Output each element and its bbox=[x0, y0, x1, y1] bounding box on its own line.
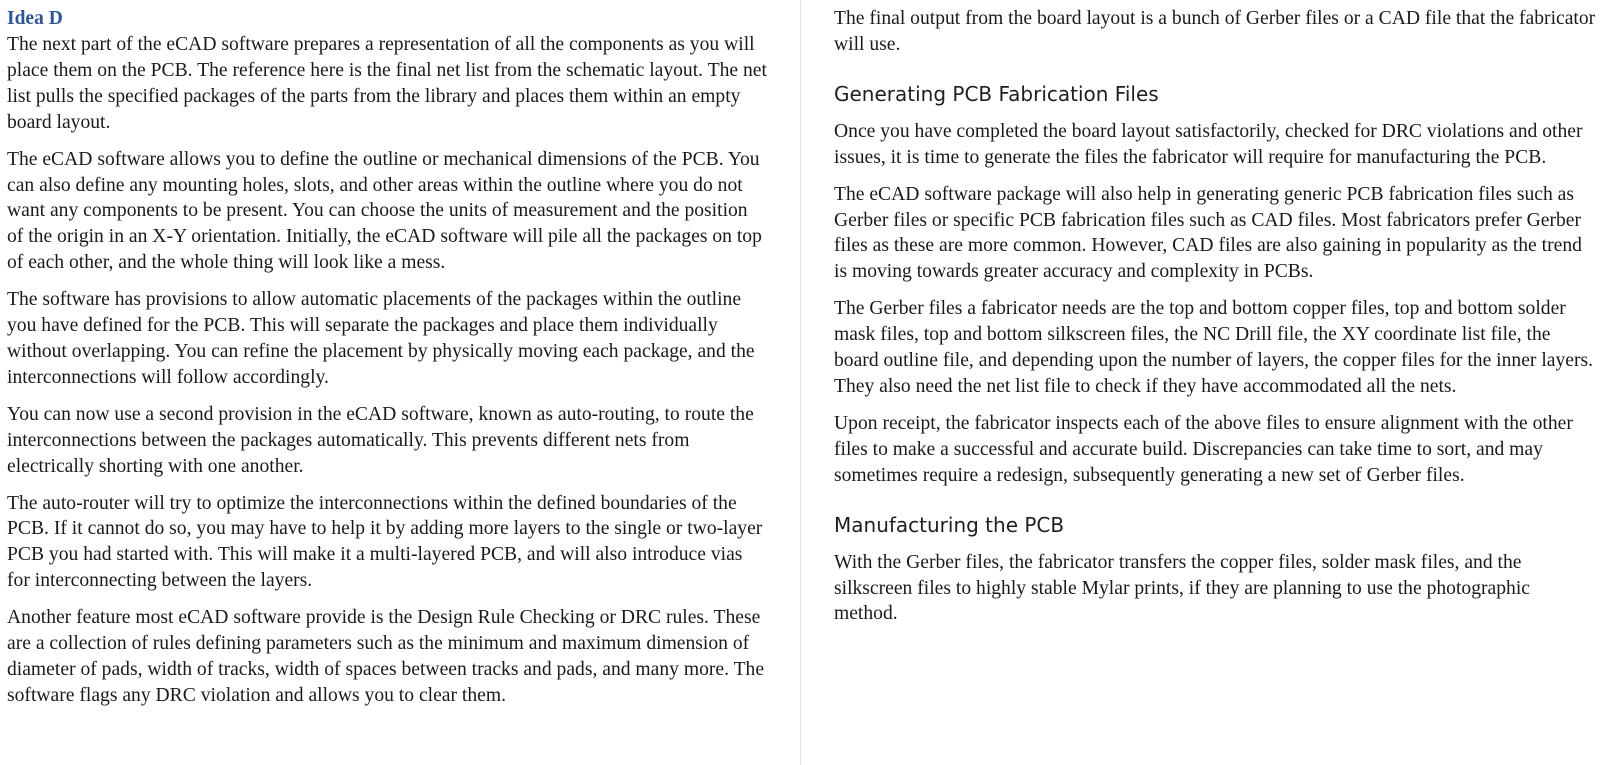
section-heading-manufacturing: Manufacturing the PCB bbox=[834, 512, 1065, 537]
paragraph: The final output from the board layout is a bunch of Gerber files or a CAD file that the fabricator will use. bbox=[834, 8, 1596, 55]
paragraph: With the Gerber files, the fabricator transfers the copper files, solder mask files, and the silkscreen files to highly stable Mylar prints, if they are planning to use the photographic method. bbox=[834, 551, 1530, 625]
paragraph: Another feature most eCAD software provide is the Design Rule Checking or DRC rules. These are a collection of rules defining parameters such as the minimum and maximum dimension of diameter of pads, width of tracks, width of spaces between tracks and pads, and many more. The software flags any DRC violation and allows you to clear them. bbox=[7, 607, 765, 706]
paragraph: The Gerber files a fabricator needs are the top and bottom copper files, top and bottom solder mask files, top and bottom silkscreen files, the NC Drill file, the XY coordinate list file, the board outline file, and depending upon the number of layers, the copper files for the inner layers. They also need the net list file to check if they have accommodated all the nets. bbox=[834, 298, 1594, 397]
section-heading-fabrication-files: Generating PCB Fabrication Files bbox=[834, 81, 1159, 106]
paragraph: The eCAD software allows you to define the outline or mechanical dimensions of the PCB. You can also define any mounting holes, slots, and other areas within the outline where you do not want any components to be present. You can choose the units of measurement and the position of the origin in an X-Y orientation. Initially, the eCAD software will pile all the packages on top of each other, and the whole thing will look like a mess. bbox=[7, 148, 762, 274]
paragraph: The eCAD software package will also help in generating generic PCB fabrication files such as Gerber files or specific PCB fabrication files such as CAD files. Most fabricators prefer Gerber files as these are more common. However, CAD files are also gaining in popularity as the trend is moving towards greater accuracy and complexity in PCBs. bbox=[834, 183, 1582, 283]
paragraph: You can now use a second provision in the eCAD software, known as auto-routing, to route the interconnections between the packages automatically. This prevents different nets from electrically shorting with one another. bbox=[7, 403, 754, 477]
paragraph: The software has provisions to allow automatic placements of the packages within the outline you have defined for the PCB. This will separate the packages and place them individually without overlapping. You can refine the placement by physically moving each package, and the interconnections will follow accordingly. bbox=[7, 289, 755, 388]
right-column bbox=[834, 6, 1596, 638]
paragraph: Once you have completed the board layout satisfactorily, checked for DRC violations and other issues, it is time to generate the files the fabricator will require for manufacturing the PCB. bbox=[834, 120, 1583, 168]
paragraph: The auto-router will try to optimize the interconnections within the defined boundaries of the PCB. If it cannot do so, you may have to help it by adding more layers to the single or two-layer PCB you had started with. This will make it a multi-layered PCB, and will also introduce vias for interconnecting between the layers. bbox=[7, 492, 763, 592]
paragraph: The next part of the eCAD software prepares a representation of all the components as you will place them on the PCB. The reference here is the final net list from the schematic layout. The net list pulls the specified packages of the parts from the library and places them within an empty board layout. bbox=[7, 34, 767, 133]
paragraph: Upon receipt, the fabricator inspects each of the above files to ensure alignment with the other files to make a successful and accurate build. Discrepancies can take time to sort, and may sometimes require a redesign, subsequently generating a new set of Gerber files. bbox=[834, 412, 1573, 486]
idea-title: Idea D bbox=[7, 8, 63, 29]
column-divider bbox=[800, 0, 801, 765]
left-column bbox=[7, 6, 767, 720]
